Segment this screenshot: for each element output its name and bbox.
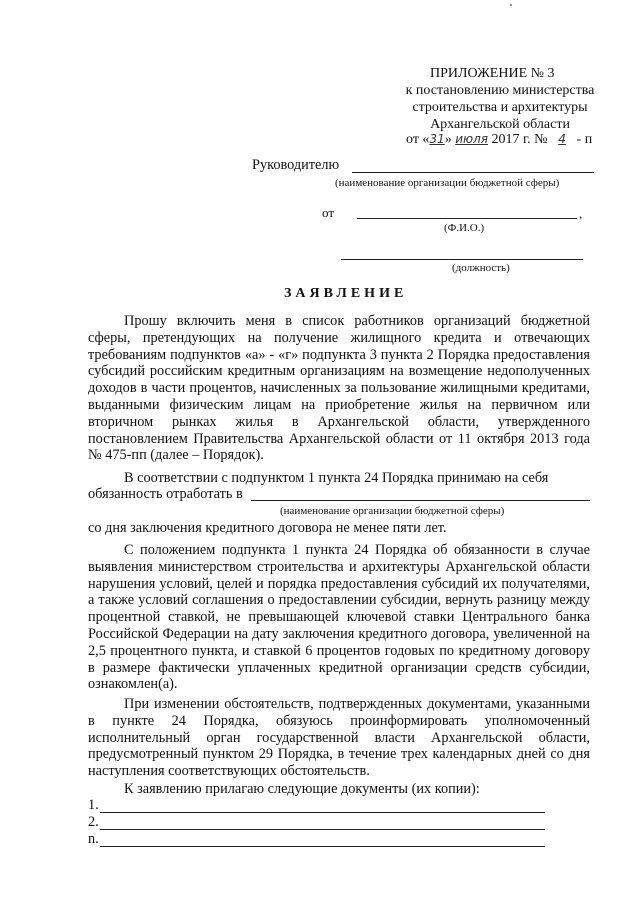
attachment-item-2-number: 2.	[88, 814, 99, 830]
paragraph-3	[88, 542, 590, 693]
decree-number: 4	[558, 132, 566, 146]
appendix-number: ПРИЛОЖЕНИЕ № 3	[430, 66, 555, 81]
organization-line	[352, 172, 594, 173]
paragraph-4-text: При изменении обстоятельств, подтвержденных документами, указанными в пункте 24 Порядка, обязуюсь проинформировать уполномоченный исполнительный орган государственной власти Архангельской области, предусмотренный пунктом 29 Порядка, в течение трех календарных дней со дня наступления соответствующих обстоятельств.	[88, 696, 590, 780]
scan-speck	[510, 4, 512, 6]
paragraph-3-text: С положением подпункта 1 пункта 24 Порядка об обязанности в случае выявления министерством строительства и архитектуры Архангельской области нарушения условий, целей и порядка предоставления субсидий их получателями, а также условий соглашения о предоставлении субсидии, вернуть разницу между процентной ставкой, не превышающей ключевой ставки Центрального банка Российской Федерации на дату заключения кредитного договора, увеличенной на 2,5 процентного пункта, и ставкой 6 процентов годовых по кредитному договору в размере фактически уплаченных кредитной организации средств субсидии, ознакомлен(а).	[88, 542, 590, 693]
date-month: июля	[455, 132, 489, 146]
attachment-item-n-line	[100, 846, 545, 847]
paragraph-5-text: К заявлению прилагаю следующие документы (их копии):	[124, 781, 480, 797]
paragraph-1-text: Прошу включить меня в список работников организаций бюджетной сферы, претендующих на получение жилищного кредита и отвечающих требованиям подпунктов «а» - «г» подпункта 3 пункта 2 Порядка предоставления субсидий российским кредитным организациям на возмещение недополученных доходов в части процентов, начисленных за пользование жилищными кредитами, выданными физическим лицам на приобретение жилья на первичном или вторичном рынках жилья в Архангельской области, утвержденного постановлением Правительства Архангельской области от 11 октября 2013 года № 475-пп (далее – Порядок).	[88, 313, 590, 464]
header-line-1: к постановлению министерства	[405, 83, 595, 98]
date-year: 2017 г. №	[491, 132, 548, 147]
date-prefix: от «	[406, 132, 430, 147]
to-label: Руководителю	[252, 157, 340, 173]
work-organization-line	[251, 500, 590, 501]
attachment-item-1-number: 1.	[88, 797, 99, 813]
date-mid: »	[444, 132, 452, 147]
paragraph-2	[88, 470, 590, 487]
date-day: 31	[429, 132, 445, 146]
paragraph-2-work-obligation: обязанность отработать в	[88, 486, 243, 502]
attachment-item-n-number: n.	[88, 831, 99, 847]
from-label: от	[322, 205, 335, 220]
position-caption: (должность)	[452, 262, 510, 274]
attachment-item-1-line	[100, 812, 545, 813]
paragraph-1	[88, 313, 590, 464]
fio-line	[357, 218, 577, 219]
paragraph-2-term: со дня заключения кредитного договора не менее пяти лет.	[88, 520, 447, 536]
decree-date-line	[406, 131, 592, 148]
header-line-3: Архангельской области	[430, 117, 570, 132]
paragraph-2-text: В соответствии с подпунктом 1 пункта 24 Порядка принимаю на себя	[124, 470, 549, 486]
paragraph-4	[88, 696, 590, 780]
date-suffix: - п	[576, 132, 593, 147]
fio-comma: ,	[579, 206, 583, 221]
fio-caption: (Ф.И.О.)	[444, 222, 485, 234]
header-line-2: строительства и архитектуры	[412, 100, 588, 115]
organization-caption: (наименование организации бюджетной сферы)	[335, 177, 560, 189]
work-organization-caption: (наименование организации бюджетной сферы)	[280, 505, 505, 517]
position-line	[341, 259, 583, 260]
attachment-item-2-line	[100, 829, 545, 830]
document-title: ЗАЯВЛЕНИЕ	[284, 286, 408, 301]
paragraph-5	[88, 781, 590, 798]
